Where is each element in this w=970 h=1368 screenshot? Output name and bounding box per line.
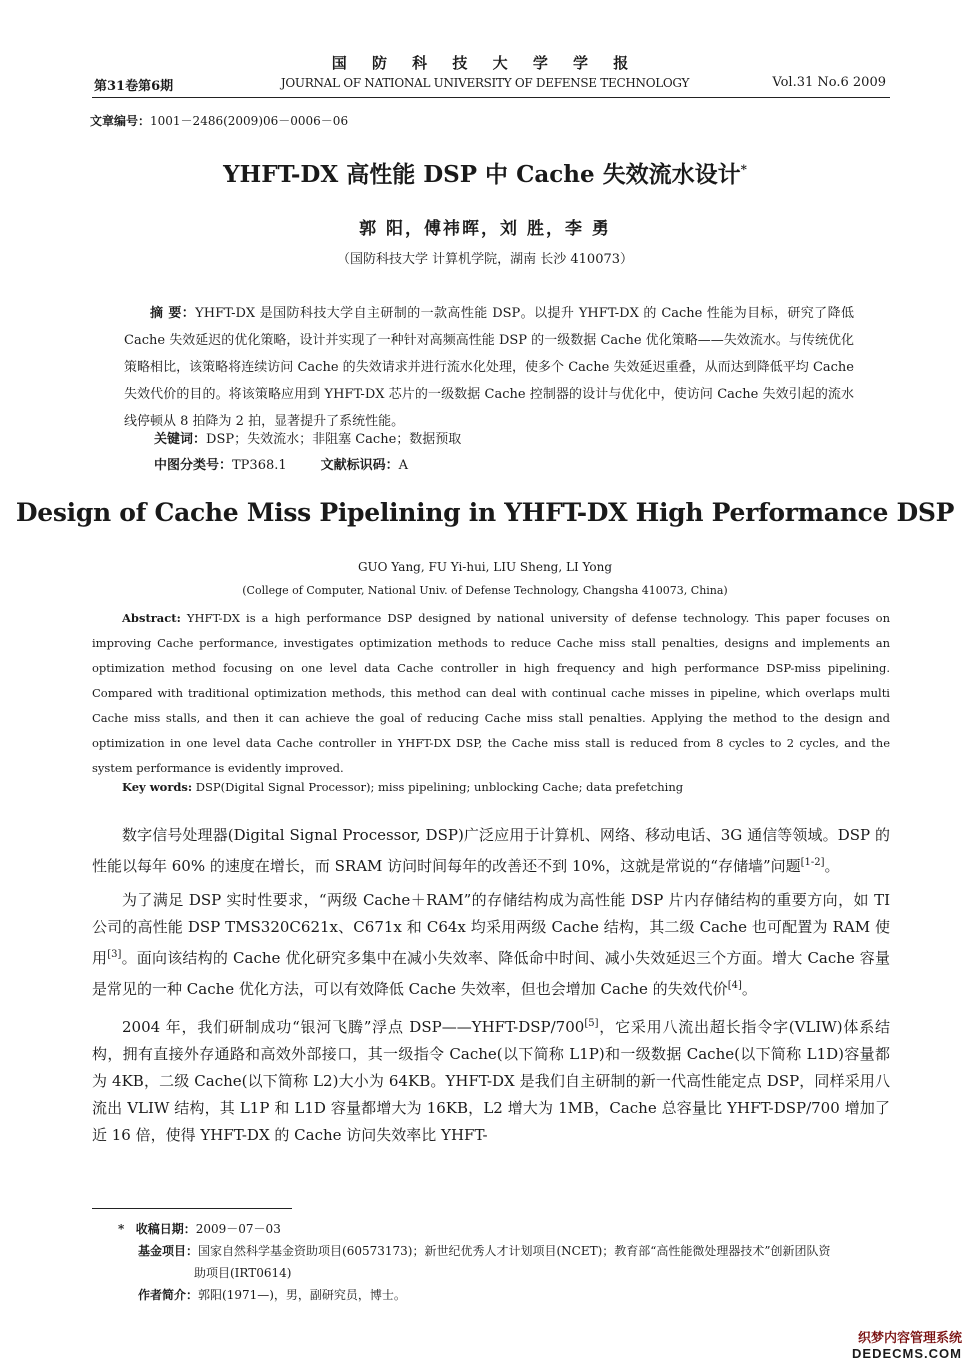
citation: [1-2] <box>800 857 825 868</box>
classification-value: TP368.1 <box>232 458 287 473</box>
watermark-line1: 织梦内容管理系统 <box>857 1330 962 1345</box>
keywords-en-text: DSP(Digital Signal Processor); miss pipelining; unblocking Cache; data prefetching <box>192 780 684 794</box>
bio-label: 作者简介： <box>138 1288 199 1302</box>
p2-text-b: 。面向该结构的 Cache 优化研究多集中在减小失效率、降低命中时间、减小失效延迟三个方面。增大 Cache 容量是常见的一种 Cache 优化方法，可以有效降低 Cache 失效率，但也会增加 Cache 的失效代价 <box>92 949 890 998</box>
citation: [5] <box>584 1018 599 1029</box>
fund-info <box>118 1240 898 1262</box>
site-watermark <box>852 1330 962 1362</box>
abstract-en-text: YHFT-DX is a high performance DSP designed by national university of defense technology. This paper focuses on improving Cache performance, investigates optimization methods to reduce Cache miss stall penalties, designs and implements an optimization method focusing on one level data Cache controller in high frequency and high performance DSP-miss pipelining. Compared with traditional optimization methods, this method can deal with continual cache misses in pipeline, which overlaps multi Cache miss stalls, and then it can achieve the goal of reducing Cache miss stall penalties. Applying the method to the design and optimization in one level data Cache controller in YHFT-DX DSP, the Cache miss stall is reduced from 8 cycles to 2 cycles, and the system performance is evidently improved. <box>92 611 890 775</box>
article-number-value: 1001－2486(2009)06－0006－06 <box>150 114 349 128</box>
document-code-label: 文献标识码： <box>320 458 399 473</box>
authors-cn: 郭 阳，傅祎晖，刘 胜，李 勇 <box>359 219 611 239</box>
title-cn-text: YHFT-DX 高性能 DSP 中 Cache 失效流水设计 <box>223 161 741 188</box>
fund-value: 国家自然科学基金资助项目(60573173)；新世纪优秀人才计划项目(NCET)；教育部“高性能微处理器技术”创新团队资 <box>198 1244 831 1258</box>
fund-label: 基金项目： <box>138 1244 199 1258</box>
article-number <box>90 112 348 129</box>
abstract-en-label: Abstract: <box>122 611 181 625</box>
watermark-line2: DEDECMS.COM <box>852 1346 962 1361</box>
classification-label: 中图分类号： <box>154 458 233 473</box>
abstract-en <box>92 606 890 781</box>
footnote-star: * <box>118 1222 125 1236</box>
journal-title-cn: 国 防 科 技 大 学 学 报 <box>331 54 639 72</box>
keywords-en-label: Key words: <box>122 780 193 794</box>
paragraph <box>92 822 890 880</box>
abstract-cn-label: 摘 要： <box>150 306 196 321</box>
abstract-cn-text: YHFT-DX 是国防科技大学自主研制的一款高性能 DSP。以提升 YHFT-DX 的 Cache 性能为目标，研究了降低 Cache 失效延迟的优化策略，设计并实现了一种针对高频高性能 DSP 的一级数据 Cache 优化策略——失效流水。与传统优化策略相比，该策略将连续访问 Cache 的失效请求并进行流水化处理，使多个 Cache 失效延迟重叠，从而达到降低平均 Cache 失效代价的目的。将该策略应用到 YHFT-DX 芯片的一级数据 Cache 控制器的设计与优化中，使访问 Cache 失效引起的流水线停顿从 8 拍降为 2 拍，显著提升了系统性能。 <box>124 306 854 429</box>
classification-cn <box>154 454 408 473</box>
received-label: 收稿日期： <box>135 1222 196 1236</box>
citation: [3] <box>107 949 122 960</box>
p3-text-a: 2004 年，我们研制成功“银河飞腾”浮点 DSP——YHFT-DSP/700 <box>122 1018 585 1036</box>
article-number-label: 文章编号： <box>90 114 151 128</box>
title-footnote-mark: * <box>740 162 747 177</box>
received-value: 2009－07－03 <box>195 1222 281 1236</box>
p2-text-c: 。 <box>741 980 757 998</box>
p2-text-a: 为了满足 DSP 实时性要求，“两级 Cache＋RAM”的存储结构成为高性能 DSP 片内存储结构的重要方向，如 TI 公司的高性能 DSP TMS320C621x、C671x 和 C64x 均采用两级 Cache 结构，其二级 Cache 也可配置为 RAM 使用 <box>92 891 890 967</box>
paragraph <box>92 1010 890 1149</box>
p1-text: 数字信号处理器(Digital Signal Processor, DSP)广泛应用于计算机、网络、移动电话、3G 通信等领域。DSP 的性能以每年 60% 的速度在增长，而 SRAM 访问时间每年的改善还不到 10%，这就是常说的“存储墙”问题 <box>92 826 890 875</box>
paper-title-en: Design of Cache Miss Pipelining in YHFT-DX High Performance DSP <box>15 498 955 527</box>
header-rule <box>92 97 890 98</box>
footnote-rule <box>92 1208 292 1209</box>
issue-number-cn: 第31卷第6期 <box>94 79 174 94</box>
keywords-cn-text: DSP；失效流水；非阻塞 Cache；数据预取 <box>206 432 462 447</box>
affiliation-cn: （国防科技大学 计算机学院，湖南 长沙 410073） <box>336 252 634 267</box>
p1-end: 。 <box>824 857 840 875</box>
paper-title-cn <box>0 156 970 189</box>
paragraph <box>92 887 890 1003</box>
affiliation-en: (College of Computer, National Univ. of Defense Technology, Changsha 410073, China) <box>242 584 728 597</box>
footnotes <box>118 1218 898 1306</box>
p3-text-b: ，它采用八流出超长指令字(VLIW)体系结构，拥有直接外存通路和高效外部接口，其一级指令 Cache(以下简称 L1P)和一级数据 Cache(以下简称 L1D)容量都为 4KB，二级 Cache(以下简称 L2)大小为 64KB。YHFT-DX 是我们自主研制的新一代高性能定点 DSP，同样采用八流出 VLIW 结构，其 L1P 和 L1D 容量都增大为 16KB，L2 增大为 1MB，Cache 总容量比 YHFT-DSP/700 增加了近 16 倍，使得 YHFT-DX 的 Cache 访问失效率比 YHFT- <box>92 1018 890 1144</box>
received-date <box>118 1218 898 1240</box>
bio-value: 郭阳(1971—)，男，副研究员，博士。 <box>198 1288 406 1302</box>
keywords-cn <box>154 428 461 447</box>
keywords-cn-label: 关键词： <box>154 432 207 447</box>
body-text <box>92 822 890 1156</box>
authors-en: GUO Yang, FU Yi-hui, LIU Sheng, LI Yong <box>357 560 613 574</box>
fund-info-cont: 助项目(IRT0614) <box>194 1266 292 1280</box>
document-code-value: A <box>398 458 409 473</box>
abstract-cn <box>124 300 854 435</box>
issue-number-en: Vol.31 No.6 2009 <box>772 75 886 90</box>
citation: [4] <box>727 980 742 991</box>
journal-title-en: JOURNAL OF NATIONAL UNIVERSITY OF DEFENSE TECHNOLOGY <box>280 76 690 90</box>
author-bio <box>118 1284 898 1306</box>
keywords-en <box>122 780 683 794</box>
